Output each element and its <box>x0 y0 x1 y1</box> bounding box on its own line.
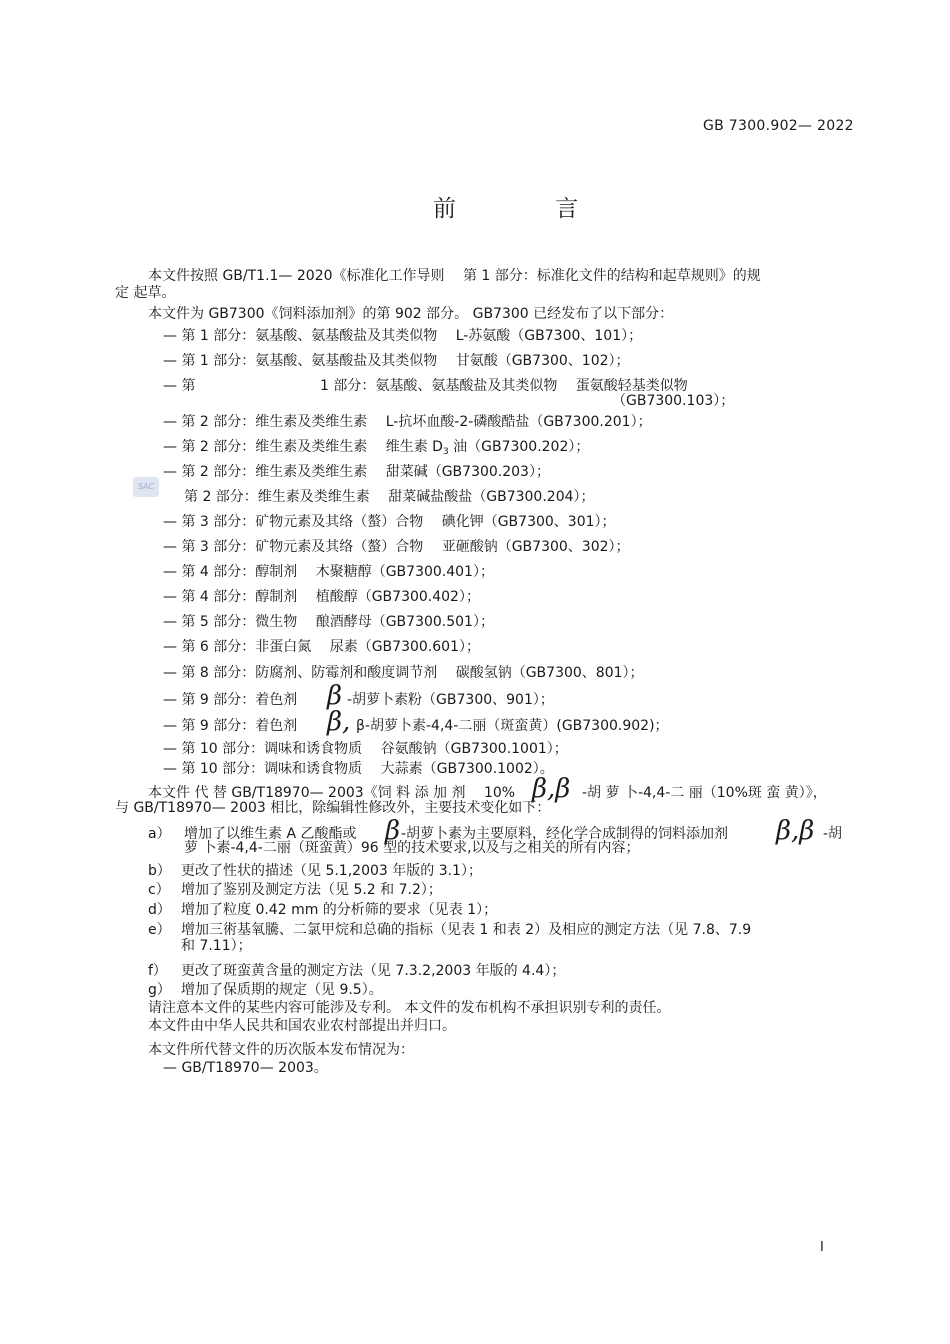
page-title: 前 言 <box>433 196 625 222</box>
change-text: 增加了以维生素 A 乙酸酯或 <box>184 826 357 842</box>
history-title: 本文件所代替文件的历次版本发布情况为： <box>148 1042 414 1058</box>
list-item: — 第 10 部分：调味和诱食物质 大蒜素（GB7300.1002）。 <box>163 761 554 777</box>
change-text: 增加了粒度 0.42 mm 的分析筛的要求（见表 1）； <box>181 902 498 918</box>
change-text: 增加三術基氧騰、二氯甲烷和总确的指标（见表 1 和表 2）及相应的测定方法（见 7.8、7.9 <box>181 922 752 938</box>
list-item: — 第 1 部分：氨基酸、氨基酸盐及其类似物 L-苏氨酸（GB7300、101）； <box>163 328 643 344</box>
change-text: 更改了性状的描述（见 5.1,2003 年版的 3.1）； <box>181 863 482 879</box>
change-text-continuation: 萝 卜素-4,4-二丽（斑蛮黄）96 型的技术要求,以及与之相关的所有内容； <box>184 840 640 856</box>
parts-intro: 本文件为 GB7300《饲料添加剂》的第 902 部分。 GB7300 已经发布了以下部分： <box>148 306 674 322</box>
list-item: — 第 9 部分：着色剂 <box>163 718 298 734</box>
change-text: 增加了保质期的规定（见 9.5）。 <box>181 982 383 998</box>
beta-beta-symbol: β,β <box>532 774 571 804</box>
intro-line-2: 定 起草。 <box>115 285 176 301</box>
list-item: — 第 1 部分：氨基酸、氨基酸盐及其类似物 甘氨酸（GB7300、102）； <box>163 353 630 369</box>
change-label: f） <box>148 963 167 979</box>
list-item-text: -胡萝卜素粉（GB7300、901）； <box>347 692 554 708</box>
list-item: — 第 6 部分：非蛋白氮 尿素（GB7300.601）； <box>163 639 480 655</box>
change-label: g） <box>148 982 171 998</box>
change-text: -胡 <box>823 826 843 842</box>
watermark-logo: SAC <box>133 477 159 497</box>
change-label: b） <box>148 863 171 879</box>
beta-beta-symbol: β,β <box>776 816 815 846</box>
list-item: — 第 5 部分：微生物 酿酒酵母（GB7300.501）； <box>163 614 494 630</box>
list-item-continuation: （GB7300.103）； <box>612 393 735 409</box>
proposer-statement: 本文件由中华人民共和国农业农村部提出并归口。 <box>148 1018 456 1034</box>
list-item: — 第 2 部分：维生素及类维生素 L-抗坏血酸-2-磷酸酷盐（GB7300.201）； <box>163 414 652 430</box>
replace-line-1: 本文件 代 替 GB/T18970— 2003《饲 料 添 加 剂 10% <box>148 785 516 801</box>
list-item: 第 2 部分：维生素及类维生素 甜菜碱盐酸盐（GB7300.204）； <box>184 489 595 505</box>
change-label: a） <box>148 826 171 842</box>
replace-line-2: 与 GB/T18970— 2003 相比，除编辑性修改外，主要技术变化如下： <box>115 800 551 816</box>
history-item: — GB/T18970— 2003。 <box>163 1060 328 1076</box>
intro-line-1: 本文件按照 GB/T1.1— 2020《标准化工作导则 第 1 部分：标准化文件的结构和起草规则》的规 <box>148 268 761 284</box>
list-item: — 第 10 部分：调味和诱食物质 谷氨酸钠（GB7300.1001）； <box>163 741 568 757</box>
change-label: e） <box>148 922 171 938</box>
list-item-text: β-胡萝卜素-4,4-二丽（斑蛮黄）(GB7300.902)； <box>356 718 669 734</box>
list-item: — 第 4 部分：醇制剂 植酸醇（GB7300.402）； <box>163 589 480 605</box>
change-label: c） <box>148 882 170 898</box>
list-item: — 第 4 部分：醇制剂 木聚糖醇（GB7300.401）； <box>163 564 494 580</box>
change-text: -胡萝卜素为主要原料，经化学合成制得的饲料添加剂 <box>401 826 729 842</box>
change-text-continuation: 和 7.11）； <box>181 938 252 954</box>
beta-symbol: β, <box>327 707 351 737</box>
list-item-text: 油（GB7300.202）； <box>448 439 590 455</box>
beta-symbol: β <box>385 816 401 846</box>
list-item <box>163 436 589 457</box>
change-label: d） <box>148 902 171 918</box>
change-text: 增加了鉴别及测定方法（见 5.2 和 7.2）； <box>181 882 442 898</box>
list-item: — 第 9 部分：着色剂 <box>163 692 298 708</box>
page-number: I <box>820 1240 824 1255</box>
list-item: — 第 3 部分：矿物元素及其络（螯）合物 碘化钾（GB7300、301）； <box>163 514 616 530</box>
change-text: 更改了斑蛮黄含量的测定方法（见 7.3.2,2003 年版的 4.4）； <box>181 963 566 979</box>
list-item: — 第 <box>163 378 196 394</box>
beta-symbol: β <box>327 681 343 711</box>
list-item-text: — 第 2 部分：维生素及类维生素 维生素 D <box>163 439 443 455</box>
patent-notice: 请注意本文件的某些内容可能涉及专利。 本文件的发布机构不承担识别专利的责任。 <box>148 1000 671 1016</box>
list-item: — 第 2 部分：维生素及类维生素 甜菜碱（GB7300.203）； <box>163 464 550 480</box>
replace-line-1-tail: -胡 萝 卜-4,4-二 丽（10%斑 蛮 黄）》， <box>582 785 827 801</box>
subscript: 3 <box>442 447 449 457</box>
document-code: GB 7300.902— 2022 <box>703 118 854 134</box>
list-item-continuation: 1 部分：氨基酸、氨基酸盐及其类似物 蛋氨酸轻基类似物 <box>320 378 688 394</box>
list-item: — 第 8 部分：防腐剂、防霉剂和酸度调节剂 碳酸氢钠（GB7300、801）； <box>163 665 644 681</box>
list-item: — 第 3 部分：矿物元素及其络（螯）合物 亚砸酸钠（GB7300、302）； <box>163 539 630 555</box>
